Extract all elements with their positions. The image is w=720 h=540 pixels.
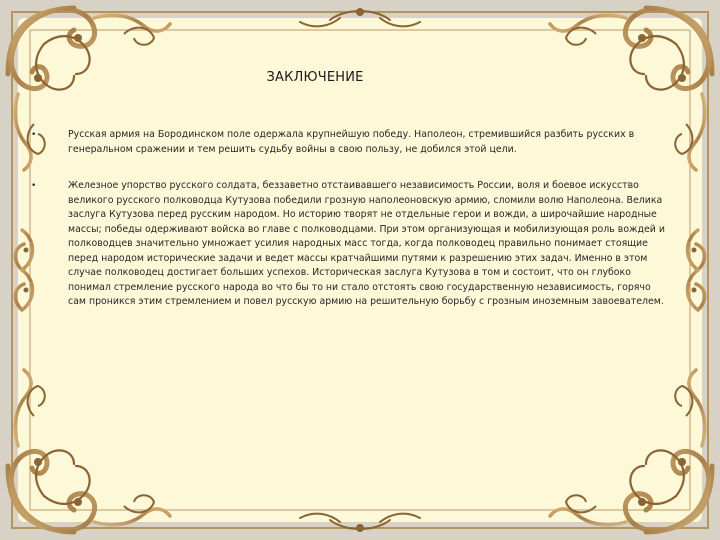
bullet-list [30, 128, 666, 332]
bullet-text: Русская армия на Бородинском поле одержала крупнейшую победу. Наполеон, стремившийся разбить русских в генеральном сражении и тем решить судьбу войны в свою пользу, не добился этой цели. [68, 129, 635, 155]
bullet-item [30, 128, 666, 157]
bullet-icon: • [31, 130, 37, 140]
page-title: ЗАКЛЮЧЕНИЕ [266, 70, 364, 85]
bullet-item [30, 179, 666, 310]
bullet-text: Железное упорство русского солдата, беззаветно отстаивавшего независимость России, воля и боевое искусство великого русского полководца Кутузова победили грозную наполеоновскую армию, сломили волю Наполеона. Велика заслуга Кутузова перед русским народом. Но историю творят не отдельные герои и вожди, а широчайшие народные массы; победы одерживают войска во главе с полководцами. При этом организующая и мобилизующая роль вождей и полководцев значительно умножает усилия народных масс тогда, когда полководец правильно понимает стоящие перед народом исторические задачи и ведет массы кратчайшими путями к разрешению этих задач. Именно в этом случае полководец достигает больших успехов. Историческая заслуга Кутузова в том и состоит, что он глубоко понимал стремление русского народа во что бы то ни стало отстоять свою государственную независимость, горячо сам проникся этим стремлением и повел русскую армию на решительную борьбу с грозным иноземным завоевателем. [68, 180, 665, 307]
bullet-icon: • [31, 181, 37, 191]
